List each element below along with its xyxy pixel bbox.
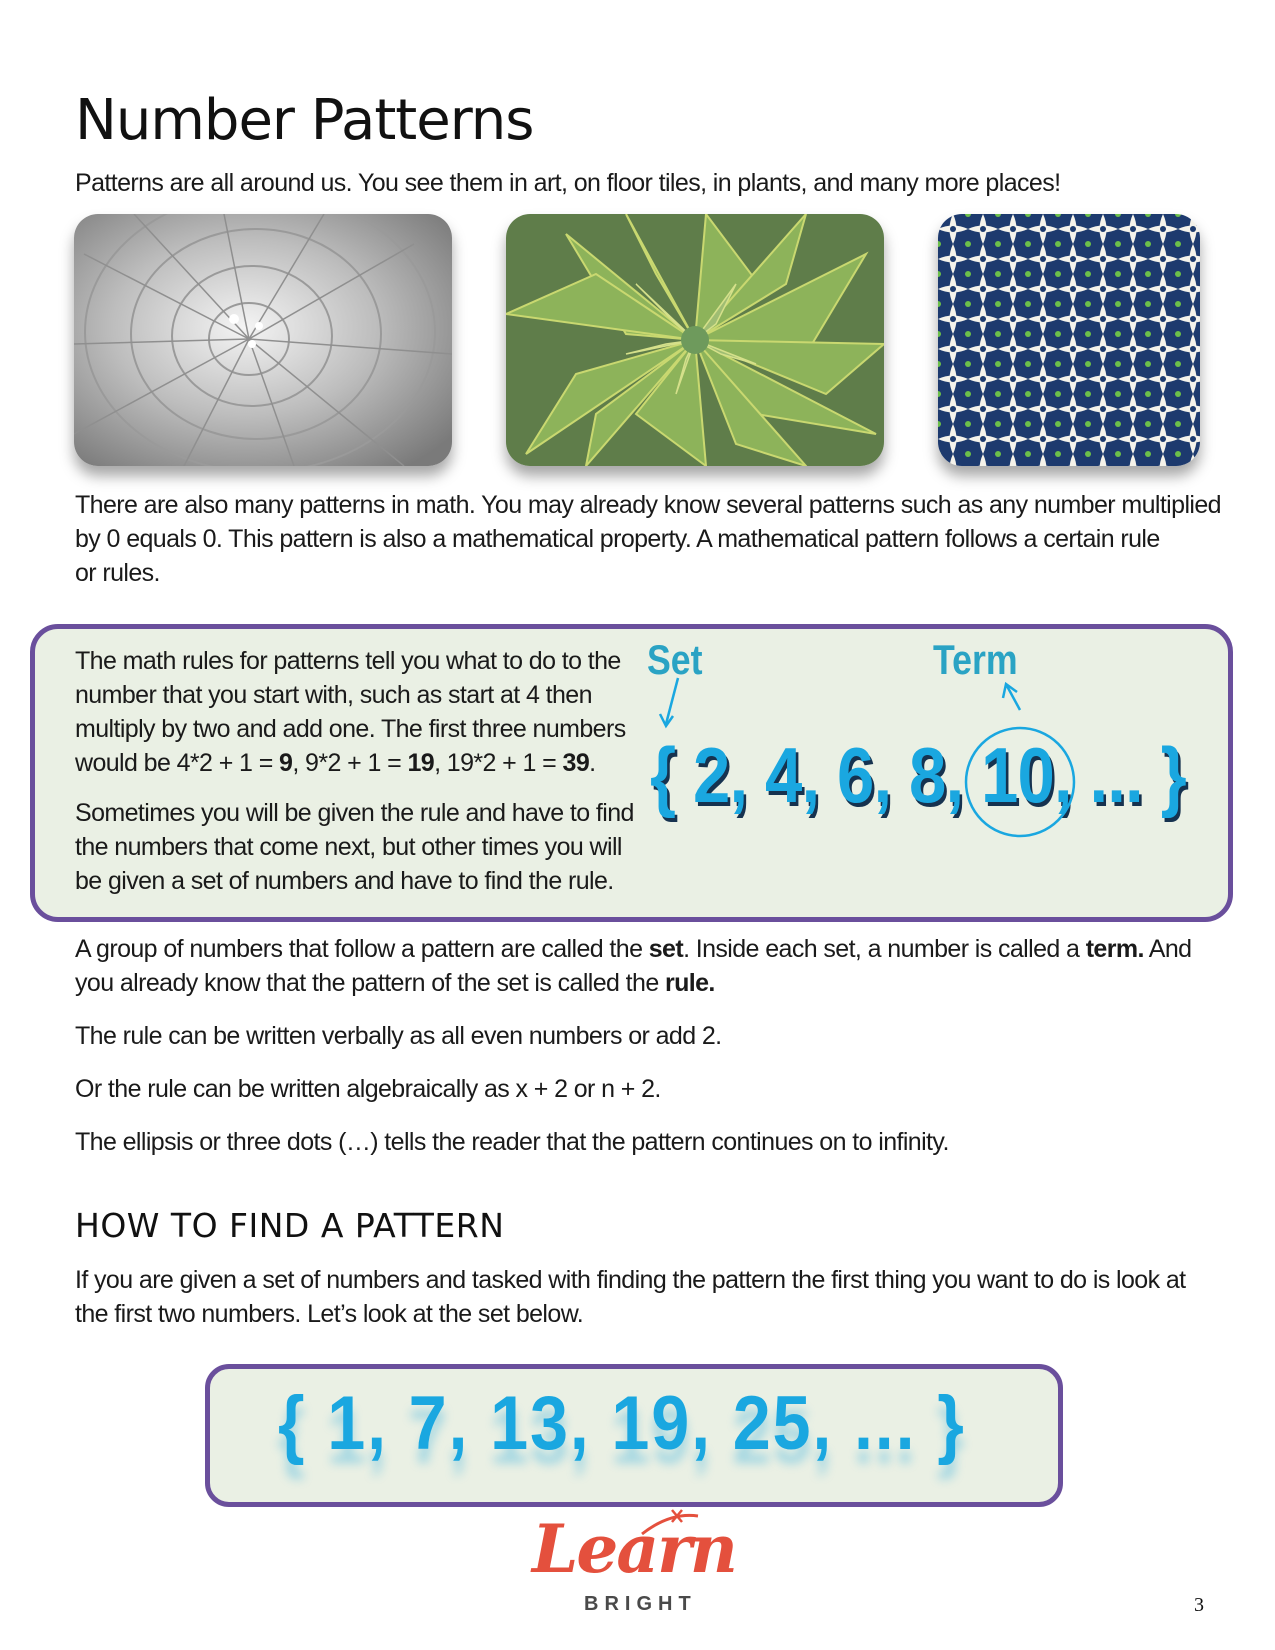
rules-line: Sometimes you will be given the rule and have to find [75,799,634,827]
rules-paragraph-1 [75,644,626,780]
page-number: 3 [1194,1594,1204,1616]
page-title: Number Patterns [75,88,534,153]
math-para-line: or rules. [75,559,160,587]
find-line: If you are given a set of numbers and tasked with finding the pattern the first thing you want to do is look at [75,1266,1186,1294]
rules-line: . [589,749,596,777]
rules-line: , 19*2 + 1 = [434,749,563,777]
even-number-set: { 2, 4, 6, 8, 10, ... } [650,731,1186,819]
rules-line: the numbers that come next, but other times you will [75,833,622,861]
learn-bright-logo: Learn [532,1510,736,1588]
rules-line: be given a set of numbers and have to find the rule. [75,867,614,895]
set-def-text: . Inside each set, a number is called a [683,935,1086,963]
succulent-photo [506,214,884,466]
rule-verbal-text: The rule can be written verbally as all even numbers or add 2. [75,1022,722,1050]
rules-line: number that you start with, such as start at 4 then [75,681,592,709]
rules-line: The math rules for patterns tell you what to do to the [75,647,621,675]
ellipsis-text: The ellipsis or three dots (…) tells the reader that the pattern continues on to infinity. [75,1128,949,1156]
logo-subtitle: BRIGHT [584,1593,697,1615]
staircase-photo [74,214,452,466]
bold-value: 9 [279,749,293,777]
rules-paragraph-2 [75,796,634,898]
set-def-text: And [1143,935,1192,963]
rule-algebraic-text: Or the rule can be written algebraically as x + 2 or n + 2. [75,1075,661,1103]
set-def-text: you already know that the pattern of the set is called the [75,969,665,997]
bold-term: term. [1085,935,1144,963]
term-highlight-circle [960,722,1080,842]
bold-term: set [648,935,684,963]
set-def-text: A group of numbers that follow a pattern are called the [75,935,649,963]
math-para-line: There are also many patterns in math. You may already know several patterns such as any number multiplied [75,491,1221,519]
rules-line: , 9*2 + 1 = [292,749,408,777]
bold-value: 19 [407,749,435,777]
find-line: the first two numbers. Let’s look at the set below. [75,1300,584,1328]
set-definition-paragraph [75,932,1191,1000]
set-label: Set [647,636,703,683]
section-heading: HOW TO FIND A PATTERN [75,1206,505,1245]
bold-value: 39 [562,749,590,777]
math-para-line: by 0 equals 0. This pattern is also a mathematical property. A mathematical pattern follows a certain rule [75,525,1160,553]
tile-pattern-photo [938,214,1200,466]
find-pattern-paragraph [75,1263,1185,1331]
rules-line: would be 4*2 + 1 = [75,749,280,777]
intro-text: Patterns are all around us. You see them in art, on floor tiles, in plants, and many more places! [75,169,1061,197]
example-number-set: { 1, 7, 13, 19, 25, ... } [278,1381,966,1466]
math-patterns-paragraph [75,488,1221,590]
rules-line: multiply by two and add one. The first three numbers [75,715,626,743]
bold-term: rule. [664,969,715,997]
term-label: Term [933,636,1018,683]
